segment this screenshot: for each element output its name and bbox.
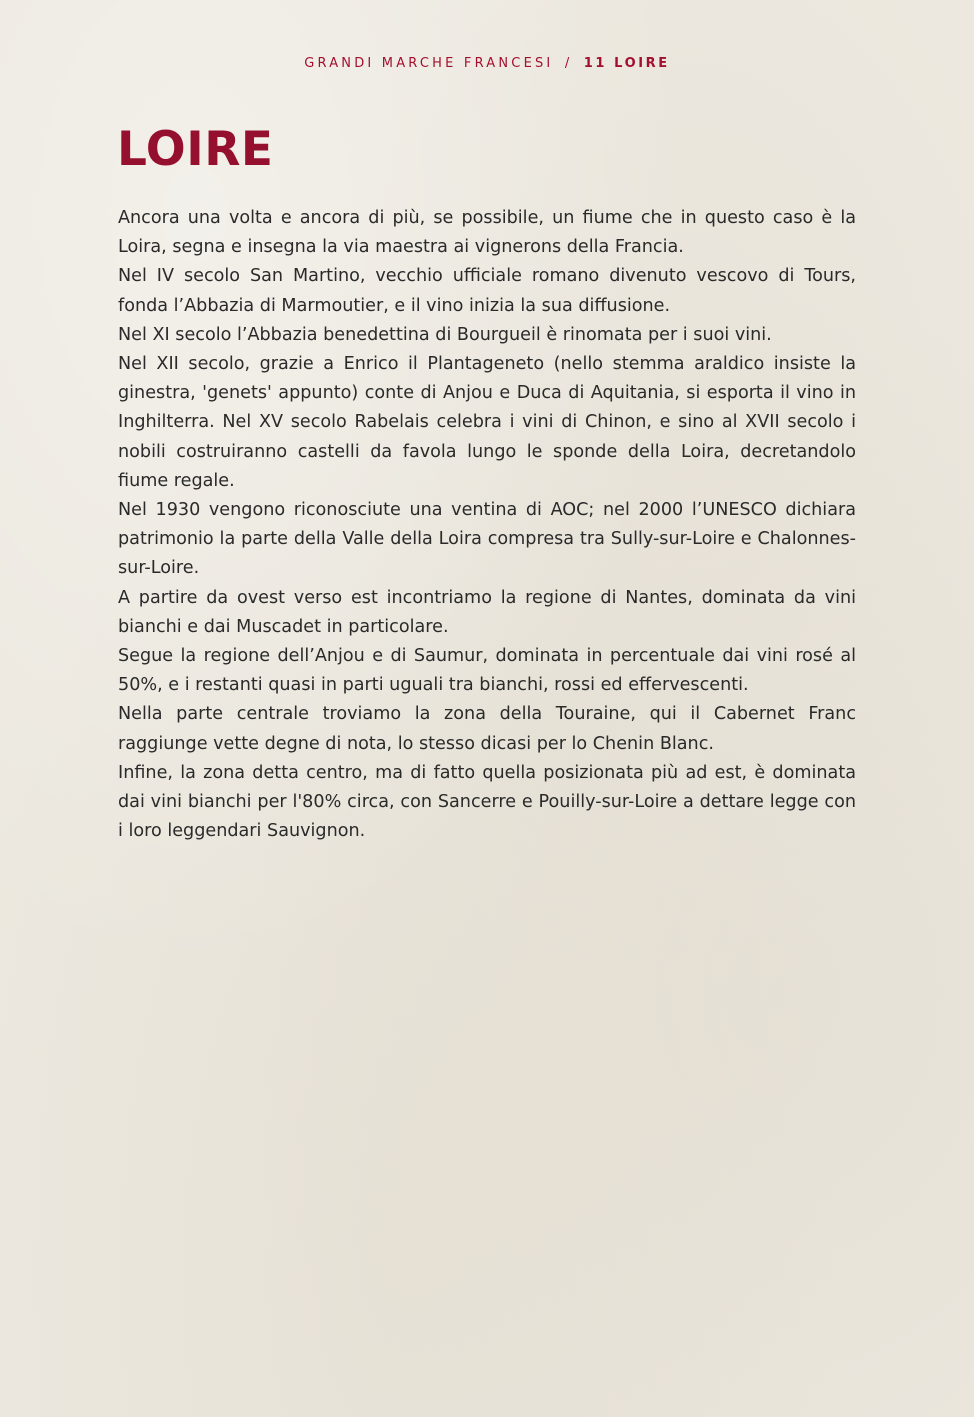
paragraph: Nel XI secolo l’Abbazia benedettina di Bourgueil è rinomata per i suoi vini. [118, 324, 772, 345]
chapter-label: 11 LOIRE [583, 56, 670, 71]
paragraph: Segue la regione dell’Anjou e di Saumur, dominata in percentuale dai vini rosé al 50%, e i restanti quasi in parti uguali tra bianchi, rossi ed effervescenti. [118, 646, 856, 696]
running-header [0, 56, 974, 71]
paragraph: Nel XII secolo, grazie a Enrico il Plantageneto (nello stemma araldico insiste la ginestra, 'genets' appunto) conte di Anjou e Duca di Aquitania, si esporta il vino in Inghilterra. Nel XV secolo Rabelais celebra i vini di Chinon, e sino al XVII secolo i nobili costruiranno castelli da favola lungo le sponde della Loira, decretandolo fiume regale. [118, 354, 856, 491]
paragraph: Ancora una volta e ancora di più, se possibile, un fiume che in questo caso è la Loira, segna e insegna la via maestra ai vignerons della Francia. [118, 208, 856, 258]
paragraph: Nel 1930 vengono riconosciute una ventina di AOC; nel 2000 l’UNESCO dichiara patrimonio la parte della Valle della Loira compresa tra Sully-sur-Loire e Chalonnes-sur-Loire. [118, 500, 856, 579]
paragraph: Nella parte centrale troviamo la zona della Touraine, qui il Cabernet Franc raggiunge vette degne di nota, lo stesso dicasi per lo Chenin Blanc. [118, 704, 856, 754]
header-separator: / [564, 56, 573, 71]
paragraph: Nel IV secolo San Martino, vecchio ufficiale romano divenuto vescovo di Tours, fonda l’Abbazia di Marmoutier, e il vino inizia la sua diffusione. [118, 266, 856, 316]
paragraph: Infine, la zona detta centro, ma di fatto quella posizionata più ad est, è dominata dai vini bianchi per l'80% circa, con Sancerre e Pouilly-sur-Loire a dettare legge con i loro leggendari Sauvignon. [118, 762, 856, 842]
page-title: LOIRE [117, 122, 274, 177]
book-title: GRANDI MARCHE FRANCESI [304, 56, 554, 71]
paragraph: A partire da ovest verso est incontriamo la regione di Nantes, dominata da vini bianchi e dai Muscadet in particolare. [118, 587, 856, 637]
body-text [118, 204, 856, 846]
